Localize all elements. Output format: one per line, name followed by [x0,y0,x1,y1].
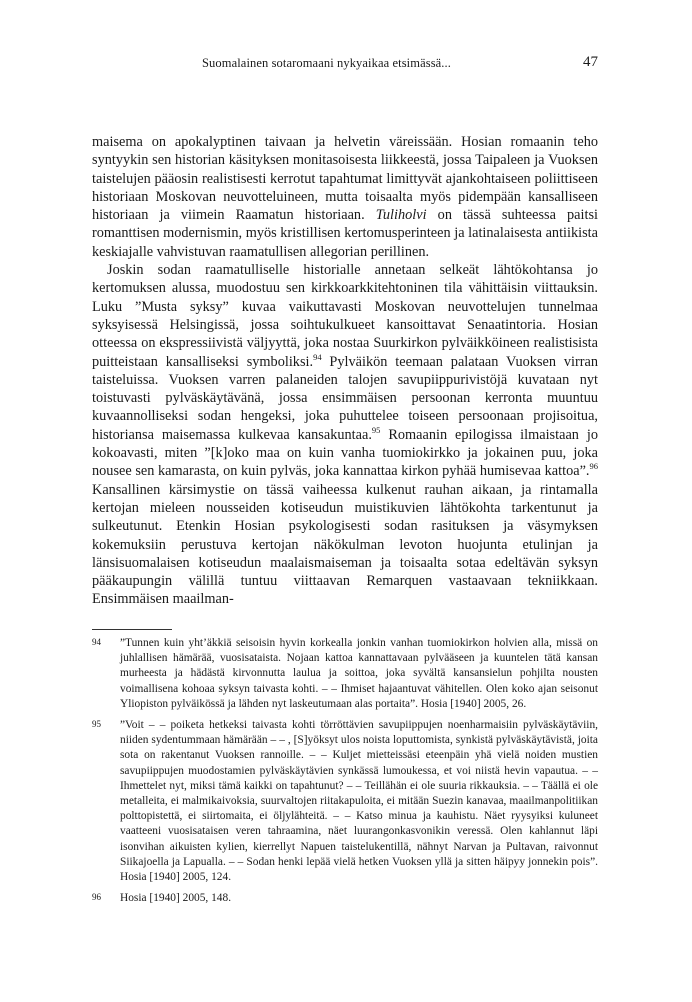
body-text [92,133,598,609]
footnote-94 [92,636,598,712]
page-header [92,54,598,74]
paragraph-2-part-a: Joskin sodan raamatulliselle historialle annetaan selkeät lähtökohtansa jo kertomuksen alussa, muodostuu sen kirkkoarkkitehtoninen tila vähittäisin viittauksin. Luku ”Musta syksy” kuvaa vaikuttavasti Moskovan neuvottelujen tunnelmaa syksyisessä Helsingissä, jossa soihtukulkueet kansoittavat Senaatintoria. Hosian otteessa on ekspressiivistä väljyyttä, joka nostaa Suurkirkon pylväikköineen realistisista puitteistaan kansalliseksi symboliksi. [92,262,598,370]
footnote-ref-94[interactable]: 94 [313,351,322,362]
paragraph-2 [92,261,598,609]
footnote-96 [92,891,598,906]
page-number: 47 [583,54,598,70]
footnote-95 [92,718,598,885]
footnote-number: 94 [92,637,101,647]
paragraph-2-part-c: Romaanin epilogissa ilmaistaan jo kokoavasti, miten ”[k]oko maa on kuin vanha tuomiokirkko ja jokainen puu, joka nousee sen kamarasta, on kuin pylväs, joka kannattaa kirkon pyhää humisevaa kattoa”. [92,426,599,480]
paragraph-1-end: on tässä suhteessa paitsi romanttisen modernismin, myös kristillisen kertomusperinteen ja latinalaisesta antiikista keskiajalle vahvistuvan raamatullisen allegorian perillinen. [92,207,598,260]
paragraph-2-part-d: Kansallinen kärsimystie on tässä vaiheessa kulkenut rauhan aikaan, ja rintamalla kertojan mieleen nousseiden kotiseudun muistikuvien lähtökohta tarkentunut ja sulkeutunut. Etenkin Hosian psykologisesti sodan rasituksen ja väsymyksen kokemuksiin perustuva kertojan näkökulman levoton huojunta etulinjan ja länsisuomalaisen kotiseudun maalaismaiseman ja toisaalta sotaa edeltävän syksyn pääkaupungin välillä tuntuu viittaavan Remarquen vastaavaan tekniikkaan. Ensimmäisen maailman- [92,481,598,608]
footnote-text: ”Voit – – poiketa hetkeksi taivasta kohti törröttävien savupiippujen noenharmaisiin pylväskäytäviin, niiden sydentummaan hämärään – – , [S]yöksyt ulos noista loputtomista, synkistä pylväskäytävistä, joita sota on rakentanut Vuoksen rannoille. – – Kuljet mietteissäsi eteenpäin yhä vielä noiden mustien savupiippujen muodostamien pylväskäytävien synkässä lumoukessa, et voi niistä hevin vapautua. – – Ihmettelet nyt, miksi tämä kaikki on tapahtunut? – – Teillähän ei ole suuria rikkauksia. – – Täällä ei ole metalleita, ei malmikaivoksia, suurvaltojen riitakapuloita, ei mitään Suezin kanavaa, maailmanpolitiikan polttopistettä, ei siirtomaita, ei öljylähteitä. – – Katso minua ja kauhistu. Näet ryysyiksi kuluneet vaatteeni vuosisataisen veren tahraamina, näet luurangonkasvonikin veressä. Olen kahlannut läpi isonvihan aikuisten kylien, kierrellyt Napuen taistelukentillä, nähnyt Narvan ja Pultavan, raivonnut Siikajoella ja Lapualla. – – Sodan henki lepää vielä hetken Vuoksen yllä ja sitten häipyy jonnekin pois”. Hosia [1940] 2005, 124. [120,719,598,884]
footnote-divider [92,629,172,630]
running-title: Suomalainen sotaromaani nykyaikaa etsimässä... [202,56,451,70]
footnote-text: ”Tunnen kuin yht’äkkiä seisoisin hyvin korkealla jonkin vanhan tuomiokirkon holvien alla, missä on juhlallisen hämärää, vuosisataista. Nojaan kattoa kannattavaan pylvääseen ja kuuntelen tätä kansan murheesta ja hädästä kirvonnutta laulua ja soittoa, joka syvältä kansansielun pohjilta nousten voimallisena kohoaa syksyn taivasta kohti. – – Ihmiset hajaantuvat vähitellen. Olen koko ajan seisonut Yliopiston pylväikössä ja lähden nyt laskeutumaan alas portaita”. Hosia [1940] 2005, 26. [120,637,598,710]
footnote-number: 96 [92,892,101,903]
paragraph-2-part-b: Pylväikön teemaan palataan Vuoksen virran taisteluissa. Vuoksen varren palaneiden talojen savupiippurivistöjä kuvataan nyt toistuvasti pylväskäytävänä, jossa ensimmäisen persoonan kerronta muuntuu kuvaannolliseksi sodan hengeksi, joka puhuttelee toiseen persoonaan projisoitua, historiansa maisemassa kulkevaa kansakuntaa. [92,353,599,443]
footnote-ref-96[interactable]: 96 [589,461,598,472]
paragraph-1-start: maisema on apokalyptinen taivaan ja helvetin väreissään. Hosian romaanin teho syntyykin sen historian käsityksen monitasoisesta liikkeestä, jossa Taipaleen ja Vuoksen taistelujen pääosin realistisesti kerrotut tapahtumat limittyvät ajankohtaiseen poliittiseen historiaan Moskovan neuvotteluineen, mutta toisaalta myös pidempään kansalliseen historiaan ja viimein Raamatun historiaan. [92,134,598,224]
book-title-italic: Tuliholvi [375,207,427,224]
footnote-number: 95 [92,719,101,730]
footnote-text: Hosia [1940] 2005, 148. [120,892,232,905]
footnote-ref-95[interactable]: 95 [371,424,381,435]
paragraph-1 [92,133,598,261]
footnotes-section [92,636,598,912]
